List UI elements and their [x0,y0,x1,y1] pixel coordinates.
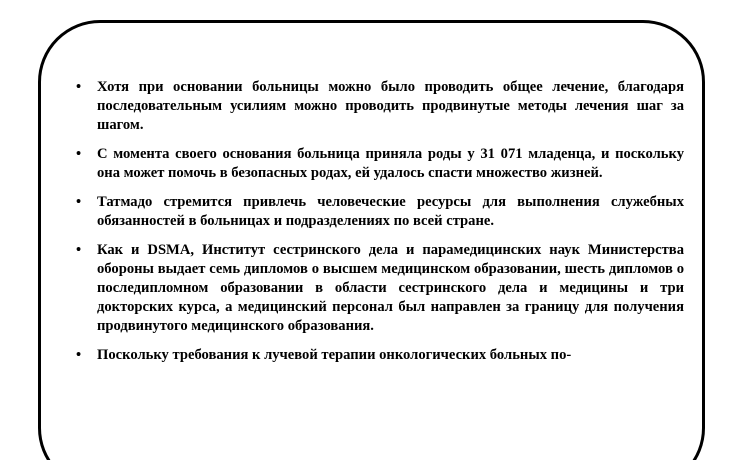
list-item [74,78,684,135]
list-item [74,241,684,336]
list-item [74,346,684,365]
list-item-text: С момента своего основания больница приняла роды у 31 071 младенца, и поскольку она может помочь в безопасных родах, ей удалось спасти множество жизней. [97,146,684,181]
bullet-icon: • [76,146,82,162]
list-item [74,145,684,183]
bullet-icon: • [76,194,82,210]
bullet-icon: • [76,79,82,95]
bullet-icon: • [76,347,82,363]
list-item-text: Поскольку требования к лучевой терапии онкологических больных по- [97,347,572,363]
list-item [74,193,684,231]
bullet-list [74,78,684,375]
list-item-text: Татмадо стремится привлечь человеческие ресурсы для выполнения служебных обязанностей в больницах и подразделениях по всей стране. [97,194,684,229]
list-item-text: Хотя при основании больницы можно было проводить общее лечение, благодаря последовательным усилиям можно проводить продвинутые методы лечения шаг за шагом. [97,79,684,133]
list-item-text: Как и DSMA, Институт сестринского дела и парамедицинских наук Министерства обороны выдает семь дипломов о высшем медицинском образовании, шесть дипломов о последипломном образовании в области сестринского дела и медицины и три докторских курса, а медицинский персонал был направлен за границу для получения продвинутого медицинского образования. [97,242,684,334]
bullet-icon: • [76,242,82,258]
